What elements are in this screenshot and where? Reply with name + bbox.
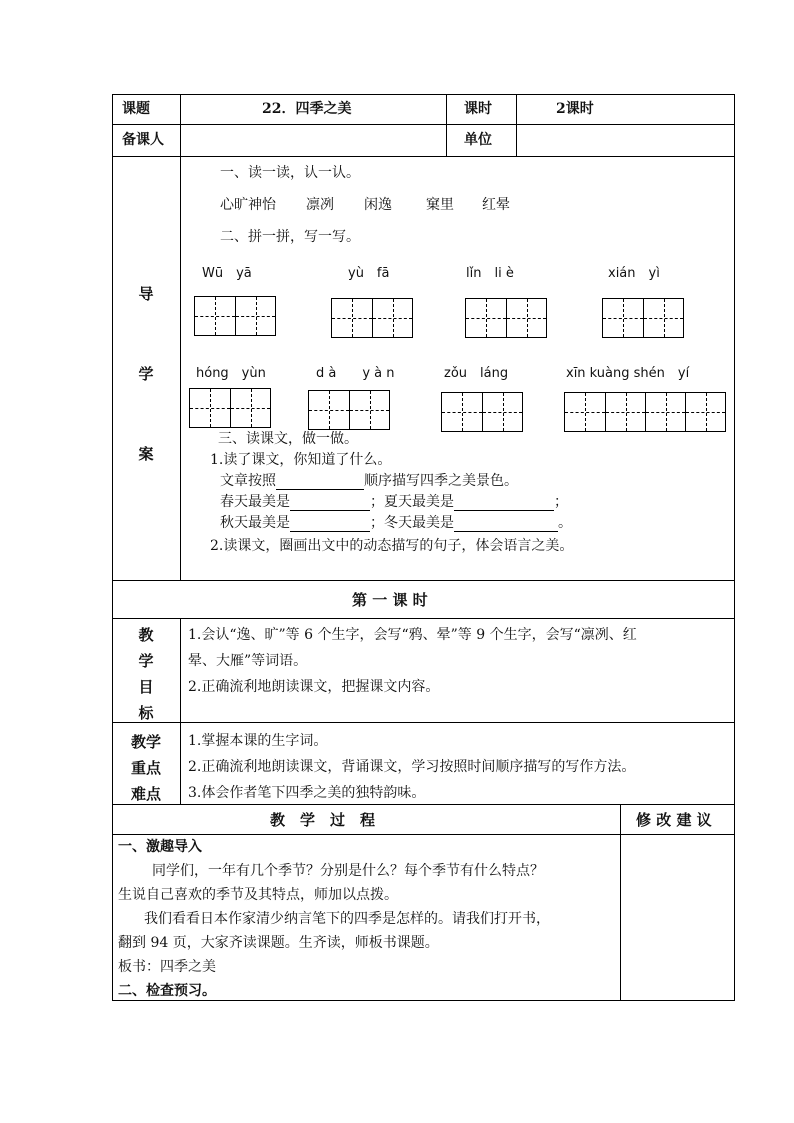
- punctuation: 。: [558, 515, 572, 531]
- key-point-3: 3.体会作者笔下四季之美的独特韵味。: [188, 785, 426, 801]
- vocab-word: 凛冽: [306, 197, 334, 213]
- pinyin-label: xīn kuàng shén yí: [566, 366, 690, 381]
- goals-side-char: 目: [138, 678, 154, 696]
- autumn-label: 秋天最美是: [220, 515, 290, 531]
- process-paragraph: 同学们，一年有几个季节？分别是什么？每个季节有什么特点？: [152, 863, 544, 879]
- goal-1-line-1: 1.会认“逸、旷”等 6 个生字，会写“鸦、晕”等 9 个生字，会写“凛冽、红: [188, 627, 637, 643]
- writing-grid[interactable]: [194, 296, 276, 336]
- step-1-heading: 一、激趣导入: [118, 839, 202, 855]
- question-2: 2.读课文，圈画出文中的动态描写的句子，体会语言之美。: [210, 538, 574, 554]
- writing-grid[interactable]: [465, 298, 547, 338]
- punctuation: ；: [554, 494, 568, 510]
- writing-grid[interactable]: [189, 388, 271, 428]
- writing-grid[interactable]: [602, 298, 684, 338]
- pinyin-label: d à y à n: [316, 366, 395, 381]
- goal-2: 2.正确流利地朗读课文，把握课文内容。: [188, 679, 440, 695]
- vocab-word: 心旷神怡: [220, 197, 276, 213]
- guide-side-char: 导: [138, 285, 154, 303]
- process-paragraph: 我们看看日本作家清少纳言笔下的四季是怎样的。请我们打开书，: [144, 911, 550, 927]
- step-2-heading: 二、检查预习。: [118, 983, 216, 999]
- answer-suffix: 顺序描写四季之美景色。: [364, 473, 518, 489]
- vocab-word: 红晕: [482, 197, 510, 213]
- winter-label: ；冬天最美是: [370, 515, 454, 531]
- vocab-word: 窠里: [426, 197, 454, 213]
- pinyin-label: zǒu láng: [444, 366, 509, 381]
- goals-side-char: 标: [138, 704, 154, 722]
- pinyin-label: yù fā: [348, 266, 390, 281]
- section-read-title: 一、读一读，认一认。: [220, 165, 360, 181]
- writing-grid[interactable]: [441, 392, 523, 432]
- answer-blank[interactable]: [276, 475, 364, 490]
- writing-grid[interactable]: [308, 390, 390, 430]
- process-paragraph: 生说自己喜欢的季节及其特点，师加以点拨。: [118, 887, 398, 903]
- pinyin-label: Wū yā: [202, 266, 252, 281]
- pinyin-label: xián yì: [608, 266, 660, 281]
- spring-label: 春天最美是: [220, 494, 290, 510]
- lesson-title: 22．四季之美: [262, 101, 352, 117]
- lesson-section-title: 第 一 课 时: [352, 591, 428, 609]
- guide-side-char: 学: [138, 365, 154, 383]
- key-side-label: 教学: [130, 733, 161, 751]
- process-paragraph: 翻到 94 页，大家齐读课题。生齐读，师板书课题。: [118, 935, 439, 951]
- preparer-label: 备课人: [122, 132, 164, 148]
- answer-blank[interactable]: [454, 517, 558, 532]
- answer-blank[interactable]: [454, 496, 554, 511]
- hours-label: 课时: [464, 101, 492, 117]
- guide-side-char: 案: [138, 445, 154, 463]
- answer-blank[interactable]: [290, 496, 370, 511]
- key-point-1: 1.掌握本课的生字词。: [188, 733, 328, 749]
- key-side-label: 难点: [130, 785, 161, 803]
- writing-grid[interactable]: [331, 298, 413, 338]
- writing-grid[interactable]: [564, 392, 726, 432]
- section-pinyin-title: 二、拼一拼，写一写。: [220, 229, 360, 245]
- answer-prefix: 文章按照: [220, 473, 276, 489]
- key-side-label: 重点: [130, 759, 161, 777]
- unit-label: 单位: [464, 132, 492, 148]
- answer-season-line: [220, 514, 572, 532]
- advice-title: 修 改 建 议: [636, 811, 712, 829]
- hours-value: 2课时: [556, 101, 594, 117]
- goals-side-char: 学: [138, 652, 154, 670]
- pinyin-label: lǐn li è: [466, 266, 514, 281]
- process-title: 教 学 过 程: [270, 811, 376, 829]
- topic-label: 课题: [122, 101, 150, 117]
- summer-label: ；夏天最美是: [370, 494, 454, 510]
- question-1: 1.读了课文，你知道了什么。: [210, 452, 392, 468]
- pinyin-label: hóng yùn: [196, 366, 266, 381]
- key-point-2: 2.正确流利地朗读课文，背诵课文，学习按照时间顺序描写的写作方法。: [188, 759, 636, 775]
- answer-order-line: [220, 472, 518, 490]
- vocab-word: 闲逸: [364, 197, 392, 213]
- board-writing: 板书：四季之美: [118, 959, 216, 975]
- goal-1-line-2: 晕、大雁”等词语。: [188, 653, 308, 669]
- goals-side-char: 教: [138, 626, 154, 644]
- answer-season-line: [220, 493, 568, 511]
- section-task-title: 三、读课文，做一做。: [218, 431, 358, 447]
- answer-blank[interactable]: [290, 517, 370, 532]
